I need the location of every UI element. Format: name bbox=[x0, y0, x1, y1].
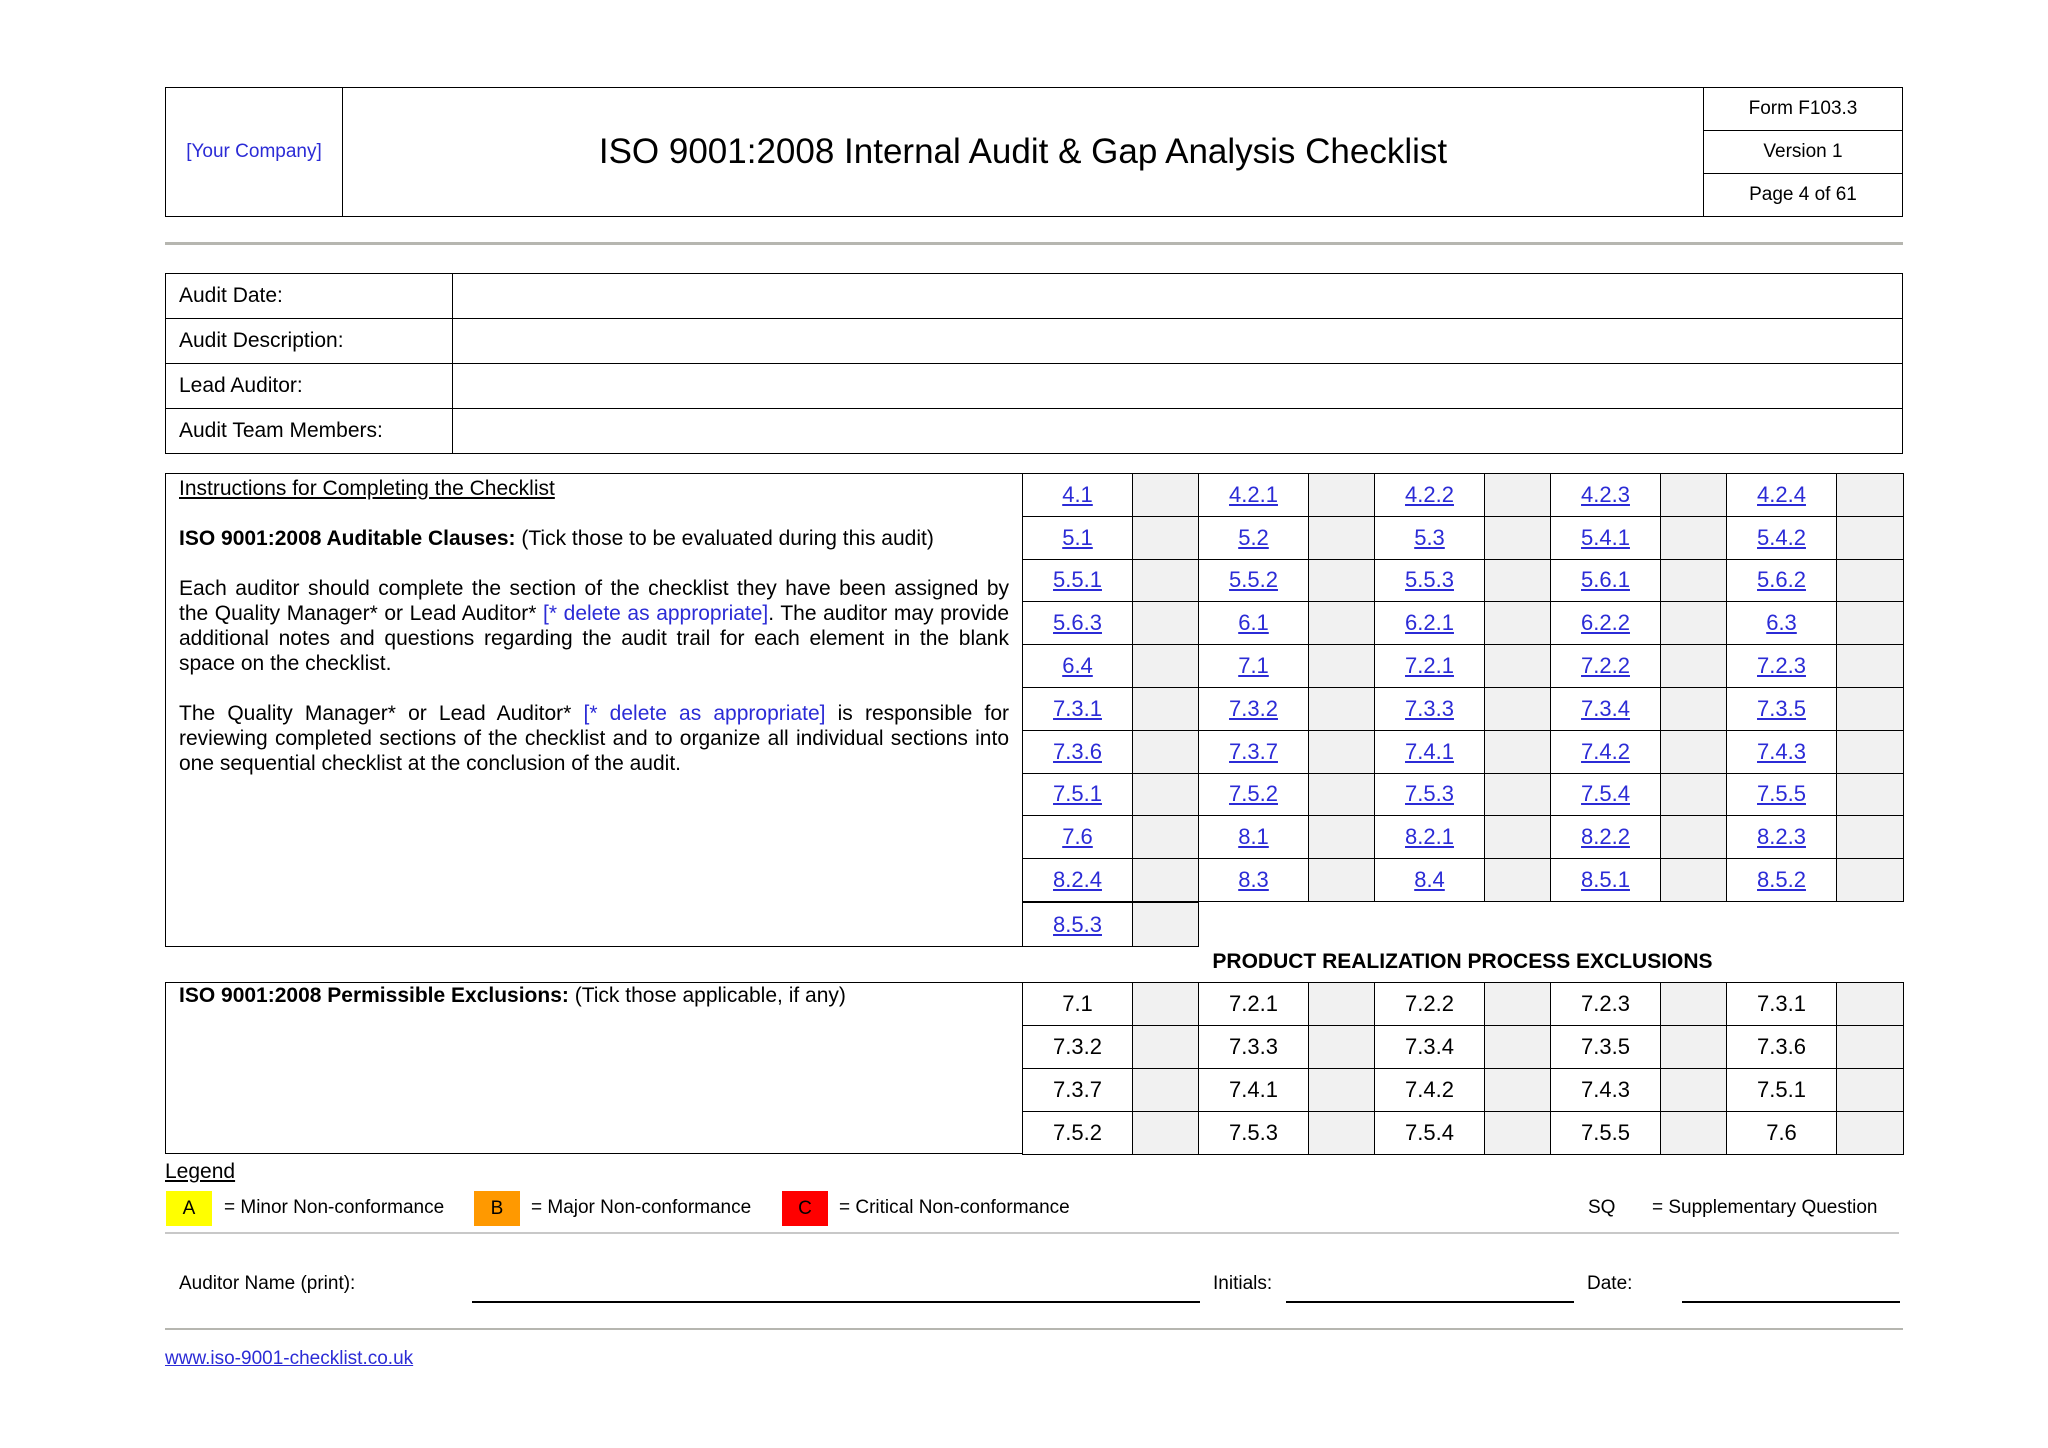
clause-link[interactable]: 8.2.3 bbox=[1757, 824, 1806, 850]
clause-cell[interactable] bbox=[1727, 687, 1837, 730]
exclusion-tick-box[interactable] bbox=[1837, 1026, 1904, 1069]
auditable-clauses-note: (Tick those to be evaluated during this audit) bbox=[515, 527, 934, 550]
major-label: = Major Non-conformance bbox=[531, 1197, 752, 1218]
clause-link[interactable]: 7.5.4 bbox=[1581, 781, 1630, 807]
clause-tick-box[interactable] bbox=[1837, 474, 1904, 517]
clause-tick-box[interactable] bbox=[1485, 859, 1551, 902]
clause-cell[interactable] bbox=[1199, 559, 1309, 602]
clause-tick-box[interactable] bbox=[1133, 816, 1199, 859]
clause-row bbox=[1023, 474, 1904, 517]
clause-tick-box[interactable] bbox=[1309, 773, 1375, 816]
exclusion-tick-box[interactable] bbox=[1661, 983, 1727, 1026]
clause-link[interactable]: 7.3.5 bbox=[1757, 695, 1806, 721]
clause-cell[interactable] bbox=[1727, 474, 1837, 517]
clause-link[interactable]: 7.5.5 bbox=[1757, 781, 1806, 807]
clause-cell[interactable] bbox=[1551, 645, 1661, 688]
clause-link[interactable]: 6.1 bbox=[1238, 610, 1269, 636]
clause-cell[interactable] bbox=[1375, 730, 1485, 773]
clause-link[interactable]: 4.2.1 bbox=[1229, 481, 1278, 507]
clause-cell[interactable] bbox=[1023, 602, 1133, 645]
clause-cell[interactable] bbox=[1727, 602, 1837, 645]
clause-cell[interactable] bbox=[1551, 559, 1661, 602]
clause-tick-box[interactable] bbox=[1133, 687, 1199, 730]
exclusions-label: ISO 9001:2008 Permissible Exclusions: bbox=[179, 984, 569, 1007]
clause-cell[interactable] bbox=[1375, 516, 1485, 559]
exclusion-cell: 7.5.4 bbox=[1375, 1112, 1485, 1155]
clause-link[interactable]: 8.3 bbox=[1238, 867, 1269, 893]
clause-link[interactable]: 7.3.4 bbox=[1581, 695, 1630, 721]
exclusion-cell: 7.3.1 bbox=[1727, 983, 1837, 1026]
clause-cell[interactable] bbox=[1375, 602, 1485, 645]
clause-tick-box[interactable] bbox=[1133, 559, 1199, 602]
lead-auditor-label: Lead Auditor: bbox=[166, 364, 453, 409]
exclusions-box bbox=[165, 982, 1023, 1154]
exclusion-tick-box[interactable] bbox=[1661, 1112, 1727, 1155]
clause-row bbox=[1023, 602, 1904, 645]
clause-row bbox=[1023, 859, 1904, 902]
initials-label: Initials: bbox=[1213, 1273, 1273, 1294]
exclusion-tick-box[interactable] bbox=[1485, 983, 1551, 1026]
clause-cell[interactable] bbox=[1551, 516, 1661, 559]
clause-cell[interactable] bbox=[1023, 859, 1133, 902]
exclusion-cell: 7.5.5 bbox=[1551, 1112, 1661, 1155]
exclusions-title: PRODUCT REALIZATION PROCESS EXCLUSIONS bbox=[1212, 950, 1713, 973]
clause-cell[interactable] bbox=[1551, 859, 1661, 902]
clause-cell[interactable] bbox=[1727, 645, 1837, 688]
exclusion-tick-box[interactable] bbox=[1837, 1112, 1904, 1155]
clause-link[interactable]: 7.1 bbox=[1238, 653, 1269, 679]
website-link[interactable]: www.iso-9001-checklist.co.uk bbox=[165, 1348, 414, 1369]
clause-row bbox=[1023, 773, 1904, 816]
clause-tick-box[interactable] bbox=[1837, 859, 1904, 902]
date-line[interactable] bbox=[1682, 1301, 1900, 1303]
clause-tick-box[interactable] bbox=[1837, 687, 1904, 730]
clause-link[interactable]: 7.4.3 bbox=[1757, 738, 1806, 764]
auditor-name-line[interactable] bbox=[472, 1301, 1200, 1303]
exclusion-tick-box[interactable] bbox=[1837, 983, 1904, 1026]
exclusions-grid bbox=[1022, 982, 1904, 1155]
clause-tick-box[interactable] bbox=[1661, 474, 1727, 517]
exclusion-tick-box[interactable] bbox=[1661, 1026, 1727, 1069]
exclusion-cell: 7.3.3 bbox=[1199, 1026, 1309, 1069]
clause-tick-box[interactable] bbox=[1309, 816, 1375, 859]
clause-link[interactable]: 8.1 bbox=[1238, 824, 1269, 850]
instructions-heading: Instructions for Completing the Checklist bbox=[179, 477, 555, 500]
clause-link[interactable]: 7.5.3 bbox=[1405, 781, 1454, 807]
clause-row bbox=[1023, 687, 1904, 730]
clause-tick-box[interactable] bbox=[1837, 730, 1904, 773]
clause-link[interactable]: 5.2 bbox=[1238, 524, 1269, 550]
exclusion-cell: 7.3.4 bbox=[1375, 1026, 1485, 1069]
clause-link[interactable]: 5.5.2 bbox=[1229, 567, 1278, 593]
clause-tick-box[interactable] bbox=[1837, 816, 1904, 859]
clause-link[interactable]: 8.5.3 bbox=[1053, 911, 1102, 937]
clause-tick-box[interactable] bbox=[1661, 730, 1727, 773]
clause-tick-box[interactable] bbox=[1661, 859, 1727, 902]
minor-swatch: A bbox=[165, 1190, 213, 1227]
exclusion-row bbox=[1023, 1026, 1904, 1069]
clause-link[interactable]: 8.4 bbox=[1414, 867, 1445, 893]
clause-tick-box[interactable] bbox=[1133, 474, 1199, 517]
clause-cell[interactable] bbox=[1375, 645, 1485, 688]
clause-cell[interactable] bbox=[1551, 730, 1661, 773]
clause-tick-box[interactable] bbox=[1309, 474, 1375, 517]
exclusion-row bbox=[1023, 1112, 1904, 1155]
clause-tick-box[interactable] bbox=[1837, 516, 1904, 559]
exclusion-tick-box[interactable] bbox=[1485, 1026, 1551, 1069]
clause-cell[interactable] bbox=[1199, 516, 1309, 559]
clause-cell[interactable] bbox=[1551, 602, 1661, 645]
audit-info-table bbox=[165, 273, 1903, 454]
clause-tick-box[interactable] bbox=[1133, 602, 1199, 645]
company-name: [Your Company] bbox=[166, 88, 343, 217]
sq-label: = Supplementary Question bbox=[1652, 1197, 1878, 1218]
exclusion-row bbox=[1023, 1069, 1904, 1112]
clause-cell[interactable] bbox=[1023, 474, 1133, 517]
clause-row bbox=[1023, 816, 1904, 859]
clause-tick-box[interactable] bbox=[1485, 602, 1551, 645]
clause-tick-box[interactable] bbox=[1133, 645, 1199, 688]
exclusion-cell: 7.3.6 bbox=[1727, 1026, 1837, 1069]
clause-tick-box[interactable] bbox=[1309, 516, 1375, 559]
clause-tick-box[interactable] bbox=[1133, 516, 1199, 559]
exclusion-cell: 7.4.2 bbox=[1375, 1069, 1485, 1112]
clause-link[interactable]: 5.5.1 bbox=[1053, 567, 1102, 593]
clause-cell[interactable] bbox=[1023, 730, 1133, 773]
clause-tick-box[interactable] bbox=[1485, 474, 1551, 517]
clause-tick-box[interactable] bbox=[1837, 645, 1904, 688]
instructions-paragraph-1: Each auditor should complete the section of the checklist they have been assigned by the Quality Manager* or Lead Auditor* [* delete as appropriate]. The auditor may provide additional notes and questions regarding the audit trail for each element in the blank space on the checklist. bbox=[179, 577, 1010, 675]
clause-row bbox=[1023, 559, 1904, 602]
clause-cell[interactable] bbox=[1727, 730, 1837, 773]
clause-cell[interactable] bbox=[1023, 687, 1133, 730]
clause-cell[interactable] bbox=[1727, 773, 1837, 816]
clause-tick-box[interactable] bbox=[1661, 559, 1727, 602]
exclusions-note: (Tick those applicable, if any) bbox=[568, 984, 846, 1007]
clause-cell[interactable] bbox=[1551, 816, 1661, 859]
clause-cell[interactable] bbox=[1727, 816, 1837, 859]
minor-label: = Minor Non-conformance bbox=[224, 1197, 445, 1218]
clause-tick-box[interactable] bbox=[1309, 730, 1375, 773]
clause-cell[interactable] bbox=[1375, 816, 1485, 859]
clause-link[interactable]: 8.5.1 bbox=[1581, 867, 1630, 893]
clause-cell[interactable] bbox=[1727, 516, 1837, 559]
form-number: Form F103.3 bbox=[1704, 88, 1903, 131]
audit-description-label: Audit Description: bbox=[166, 319, 453, 364]
exclusion-tick-box[interactable] bbox=[1485, 1112, 1551, 1155]
clause-tick-box[interactable] bbox=[1133, 903, 1199, 947]
clause-link[interactable]: 6.2.2 bbox=[1581, 610, 1630, 636]
critical-label: = Critical Non-conformance bbox=[839, 1197, 1070, 1218]
initials-line[interactable] bbox=[1286, 1301, 1574, 1303]
exclusion-cell: 7.6 bbox=[1727, 1112, 1837, 1155]
clause-link[interactable]: 8.2.1 bbox=[1405, 824, 1454, 850]
clause-row bbox=[1023, 516, 1904, 559]
clause-cell[interactable] bbox=[1727, 559, 1837, 602]
clause-cell[interactable] bbox=[1375, 859, 1485, 902]
exclusion-cell: 7.4.1 bbox=[1199, 1069, 1309, 1112]
clause-cell[interactable] bbox=[1199, 645, 1309, 688]
critical-swatch: C bbox=[781, 1190, 829, 1227]
clause-cell[interactable] bbox=[1023, 903, 1133, 947]
exclusion-cell: 7.3.2 bbox=[1023, 1026, 1133, 1069]
exclusion-cell: 7.5.3 bbox=[1199, 1112, 1309, 1155]
audit-team-field[interactable] bbox=[453, 409, 1903, 454]
clause-cell[interactable] bbox=[1375, 559, 1485, 602]
exclusion-tick-box[interactable] bbox=[1837, 1069, 1904, 1112]
legend-title: Legend bbox=[165, 1160, 236, 1183]
clause-link[interactable]: 5.6.3 bbox=[1053, 610, 1102, 636]
clause-tick-box[interactable] bbox=[1837, 773, 1904, 816]
clause-tick-box[interactable] bbox=[1309, 645, 1375, 688]
clause-cell[interactable] bbox=[1375, 773, 1485, 816]
exclusion-cell: 7.5.2 bbox=[1023, 1112, 1133, 1155]
exclusion-tick-box[interactable] bbox=[1133, 1069, 1199, 1112]
clause-link[interactable]: 7.5.1 bbox=[1053, 781, 1102, 807]
clause-tick-box[interactable] bbox=[1309, 559, 1375, 602]
clause-cell[interactable] bbox=[1199, 730, 1309, 773]
form-header bbox=[165, 87, 1903, 217]
clause-cell[interactable] bbox=[1199, 687, 1309, 730]
clause-link[interactable]: 7.3.3 bbox=[1405, 695, 1454, 721]
clause-link[interactable]: 5.4.2 bbox=[1757, 524, 1806, 550]
exclusion-cell: 7.3.5 bbox=[1551, 1026, 1661, 1069]
clause-tick-box[interactable] bbox=[1133, 859, 1199, 902]
clause-link[interactable]: 7.2.1 bbox=[1405, 653, 1454, 679]
audit-team-label: Audit Team Members: bbox=[166, 409, 453, 454]
clause-link[interactable]: 5.5.3 bbox=[1405, 567, 1454, 593]
clause-link[interactable]: 8.2.4 bbox=[1053, 867, 1102, 893]
clause-cell[interactable] bbox=[1023, 816, 1133, 859]
clause-tick-box[interactable] bbox=[1485, 816, 1551, 859]
clause-tick-box[interactable] bbox=[1661, 645, 1727, 688]
clause-tick-box[interactable] bbox=[1661, 687, 1727, 730]
footer-divider bbox=[165, 1328, 1903, 1330]
clause-tick-box[interactable] bbox=[1661, 516, 1727, 559]
exclusion-cell: 7.4.3 bbox=[1551, 1069, 1661, 1112]
clause-row bbox=[1023, 730, 1904, 773]
clause-link[interactable]: 5.1 bbox=[1062, 524, 1093, 550]
clause-link[interactable]: 7.2.2 bbox=[1581, 653, 1630, 679]
clause-tick-box[interactable] bbox=[1309, 859, 1375, 902]
auditable-clauses-grid bbox=[1022, 473, 1904, 902]
clause-cell[interactable] bbox=[1023, 645, 1133, 688]
clause-link[interactable]: 5.3 bbox=[1414, 524, 1445, 550]
version-number: Version 1 bbox=[1704, 131, 1903, 174]
exclusion-row bbox=[1023, 983, 1904, 1026]
clause-link[interactable]: 6.4 bbox=[1062, 653, 1093, 679]
auditor-name-label: Auditor Name (print): bbox=[179, 1273, 356, 1294]
exclusion-cell: 7.1 bbox=[1023, 983, 1133, 1026]
clause-link[interactable]: 7.6 bbox=[1062, 824, 1093, 850]
document-title: ISO 9001:2008 Internal Audit & Gap Analysis Checklist bbox=[343, 88, 1704, 217]
clause-link[interactable]: 5.6.1 bbox=[1581, 567, 1630, 593]
clause-link[interactable]: 7.2.3 bbox=[1757, 653, 1806, 679]
delete-note: [* delete as appropriate] bbox=[583, 702, 826, 725]
exclusion-tick-box[interactable] bbox=[1309, 1026, 1375, 1069]
clause-link[interactable]: 8.2.2 bbox=[1581, 824, 1630, 850]
clause-cell[interactable] bbox=[1375, 687, 1485, 730]
clause-tick-box[interactable] bbox=[1837, 602, 1904, 645]
exclusion-cell: 7.2.3 bbox=[1551, 983, 1661, 1026]
exclusion-cell: 7.2.2 bbox=[1375, 983, 1485, 1026]
sq-abbrev: SQ bbox=[1588, 1197, 1616, 1218]
clause-tick-box[interactable] bbox=[1661, 602, 1727, 645]
delete-note: [* delete as appropriate] bbox=[543, 602, 769, 625]
auditable-clauses-grid-last bbox=[1022, 902, 1199, 947]
clause-tick-box[interactable] bbox=[1485, 516, 1551, 559]
exclusion-cell: 7.2.1 bbox=[1199, 983, 1309, 1026]
clause-tick-box[interactable] bbox=[1485, 730, 1551, 773]
clause-link[interactable]: 4.1 bbox=[1062, 481, 1093, 507]
date-label: Date: bbox=[1587, 1273, 1633, 1294]
clause-tick-box[interactable] bbox=[1485, 559, 1551, 602]
audit-description-field[interactable] bbox=[453, 319, 1903, 364]
auditable-clauses-label: ISO 9001:2008 Auditable Clauses: bbox=[179, 527, 516, 550]
exclusion-tick-box[interactable] bbox=[1309, 1112, 1375, 1155]
exclusion-tick-box[interactable] bbox=[1309, 983, 1375, 1026]
clause-cell[interactable] bbox=[1023, 773, 1133, 816]
clause-tick-box[interactable] bbox=[1485, 687, 1551, 730]
exclusion-cell: 7.5.1 bbox=[1727, 1069, 1837, 1112]
clause-tick-box[interactable] bbox=[1133, 730, 1199, 773]
exclusion-tick-box[interactable] bbox=[1309, 1069, 1375, 1112]
audit-date-field[interactable] bbox=[453, 274, 1903, 319]
clause-cell[interactable] bbox=[1199, 859, 1309, 902]
clause-cell[interactable] bbox=[1551, 773, 1661, 816]
instructions-paragraph-2: The Quality Manager* or Lead Auditor* [* delete as appropriate] is responsible for reviewing completed sections of the checklist and to organize all individual sections into one sequential checklist at the conclusion of the audit. bbox=[179, 702, 1010, 775]
clause-cell[interactable] bbox=[1727, 859, 1837, 902]
exclusion-tick-box[interactable] bbox=[1133, 1026, 1199, 1069]
clause-cell[interactable] bbox=[1023, 559, 1133, 602]
clause-tick-box[interactable] bbox=[1485, 773, 1551, 816]
clause-link[interactable]: 5.6.2 bbox=[1757, 567, 1806, 593]
exclusion-cell: 7.3.7 bbox=[1023, 1069, 1133, 1112]
exclusion-tick-box[interactable] bbox=[1485, 1069, 1551, 1112]
clause-link[interactable]: 4.2.2 bbox=[1405, 481, 1454, 507]
clause-link[interactable]: 5.4.1 bbox=[1581, 524, 1630, 550]
clause-tick-box[interactable] bbox=[1837, 559, 1904, 602]
clause-tick-box[interactable] bbox=[1661, 816, 1727, 859]
page-number: Page 4 of 61 bbox=[1704, 174, 1903, 217]
clause-tick-box[interactable] bbox=[1133, 773, 1199, 816]
lead-auditor-field[interactable] bbox=[453, 364, 1903, 409]
clause-link[interactable]: 6.2.1 bbox=[1405, 610, 1454, 636]
clause-tick-box[interactable] bbox=[1661, 773, 1727, 816]
clause-link[interactable]: 7.3.1 bbox=[1053, 695, 1102, 721]
clause-link[interactable]: 7.4.1 bbox=[1405, 738, 1454, 764]
clause-cell[interactable] bbox=[1023, 516, 1133, 559]
legend-divider bbox=[165, 1232, 1899, 1234]
exclusion-tick-box[interactable] bbox=[1133, 983, 1199, 1026]
clause-cell[interactable] bbox=[1199, 773, 1309, 816]
instructions-box bbox=[165, 473, 1023, 947]
audit-date-label: Audit Date: bbox=[166, 274, 453, 319]
clause-link[interactable]: 7.5.2 bbox=[1229, 781, 1278, 807]
major-swatch: B bbox=[473, 1190, 521, 1227]
clause-cell[interactable] bbox=[1199, 602, 1309, 645]
exclusion-tick-box[interactable] bbox=[1133, 1112, 1199, 1155]
clause-cell[interactable] bbox=[1551, 687, 1661, 730]
clause-link[interactable]: 8.5.2 bbox=[1757, 867, 1806, 893]
clause-cell[interactable] bbox=[1551, 474, 1661, 517]
clause-cell[interactable] bbox=[1199, 816, 1309, 859]
clause-link[interactable]: 7.4.2 bbox=[1581, 738, 1630, 764]
exclusion-tick-box[interactable] bbox=[1661, 1069, 1727, 1112]
clause-row bbox=[1023, 645, 1904, 688]
clause-tick-box[interactable] bbox=[1309, 687, 1375, 730]
clause-link[interactable]: 6.3 bbox=[1766, 610, 1797, 636]
clause-link[interactable]: 7.3.2 bbox=[1229, 695, 1278, 721]
clause-cell[interactable] bbox=[1199, 474, 1309, 517]
clause-link[interactable]: 4.2.4 bbox=[1757, 481, 1806, 507]
header-divider bbox=[165, 242, 1903, 245]
clause-link[interactable]: 7.3.7 bbox=[1229, 738, 1278, 764]
clause-cell[interactable] bbox=[1375, 474, 1485, 517]
clause-link[interactable]: 4.2.3 bbox=[1581, 481, 1630, 507]
clause-tick-box[interactable] bbox=[1309, 602, 1375, 645]
clause-link[interactable]: 7.3.6 bbox=[1053, 738, 1102, 764]
clause-tick-box[interactable] bbox=[1485, 645, 1551, 688]
